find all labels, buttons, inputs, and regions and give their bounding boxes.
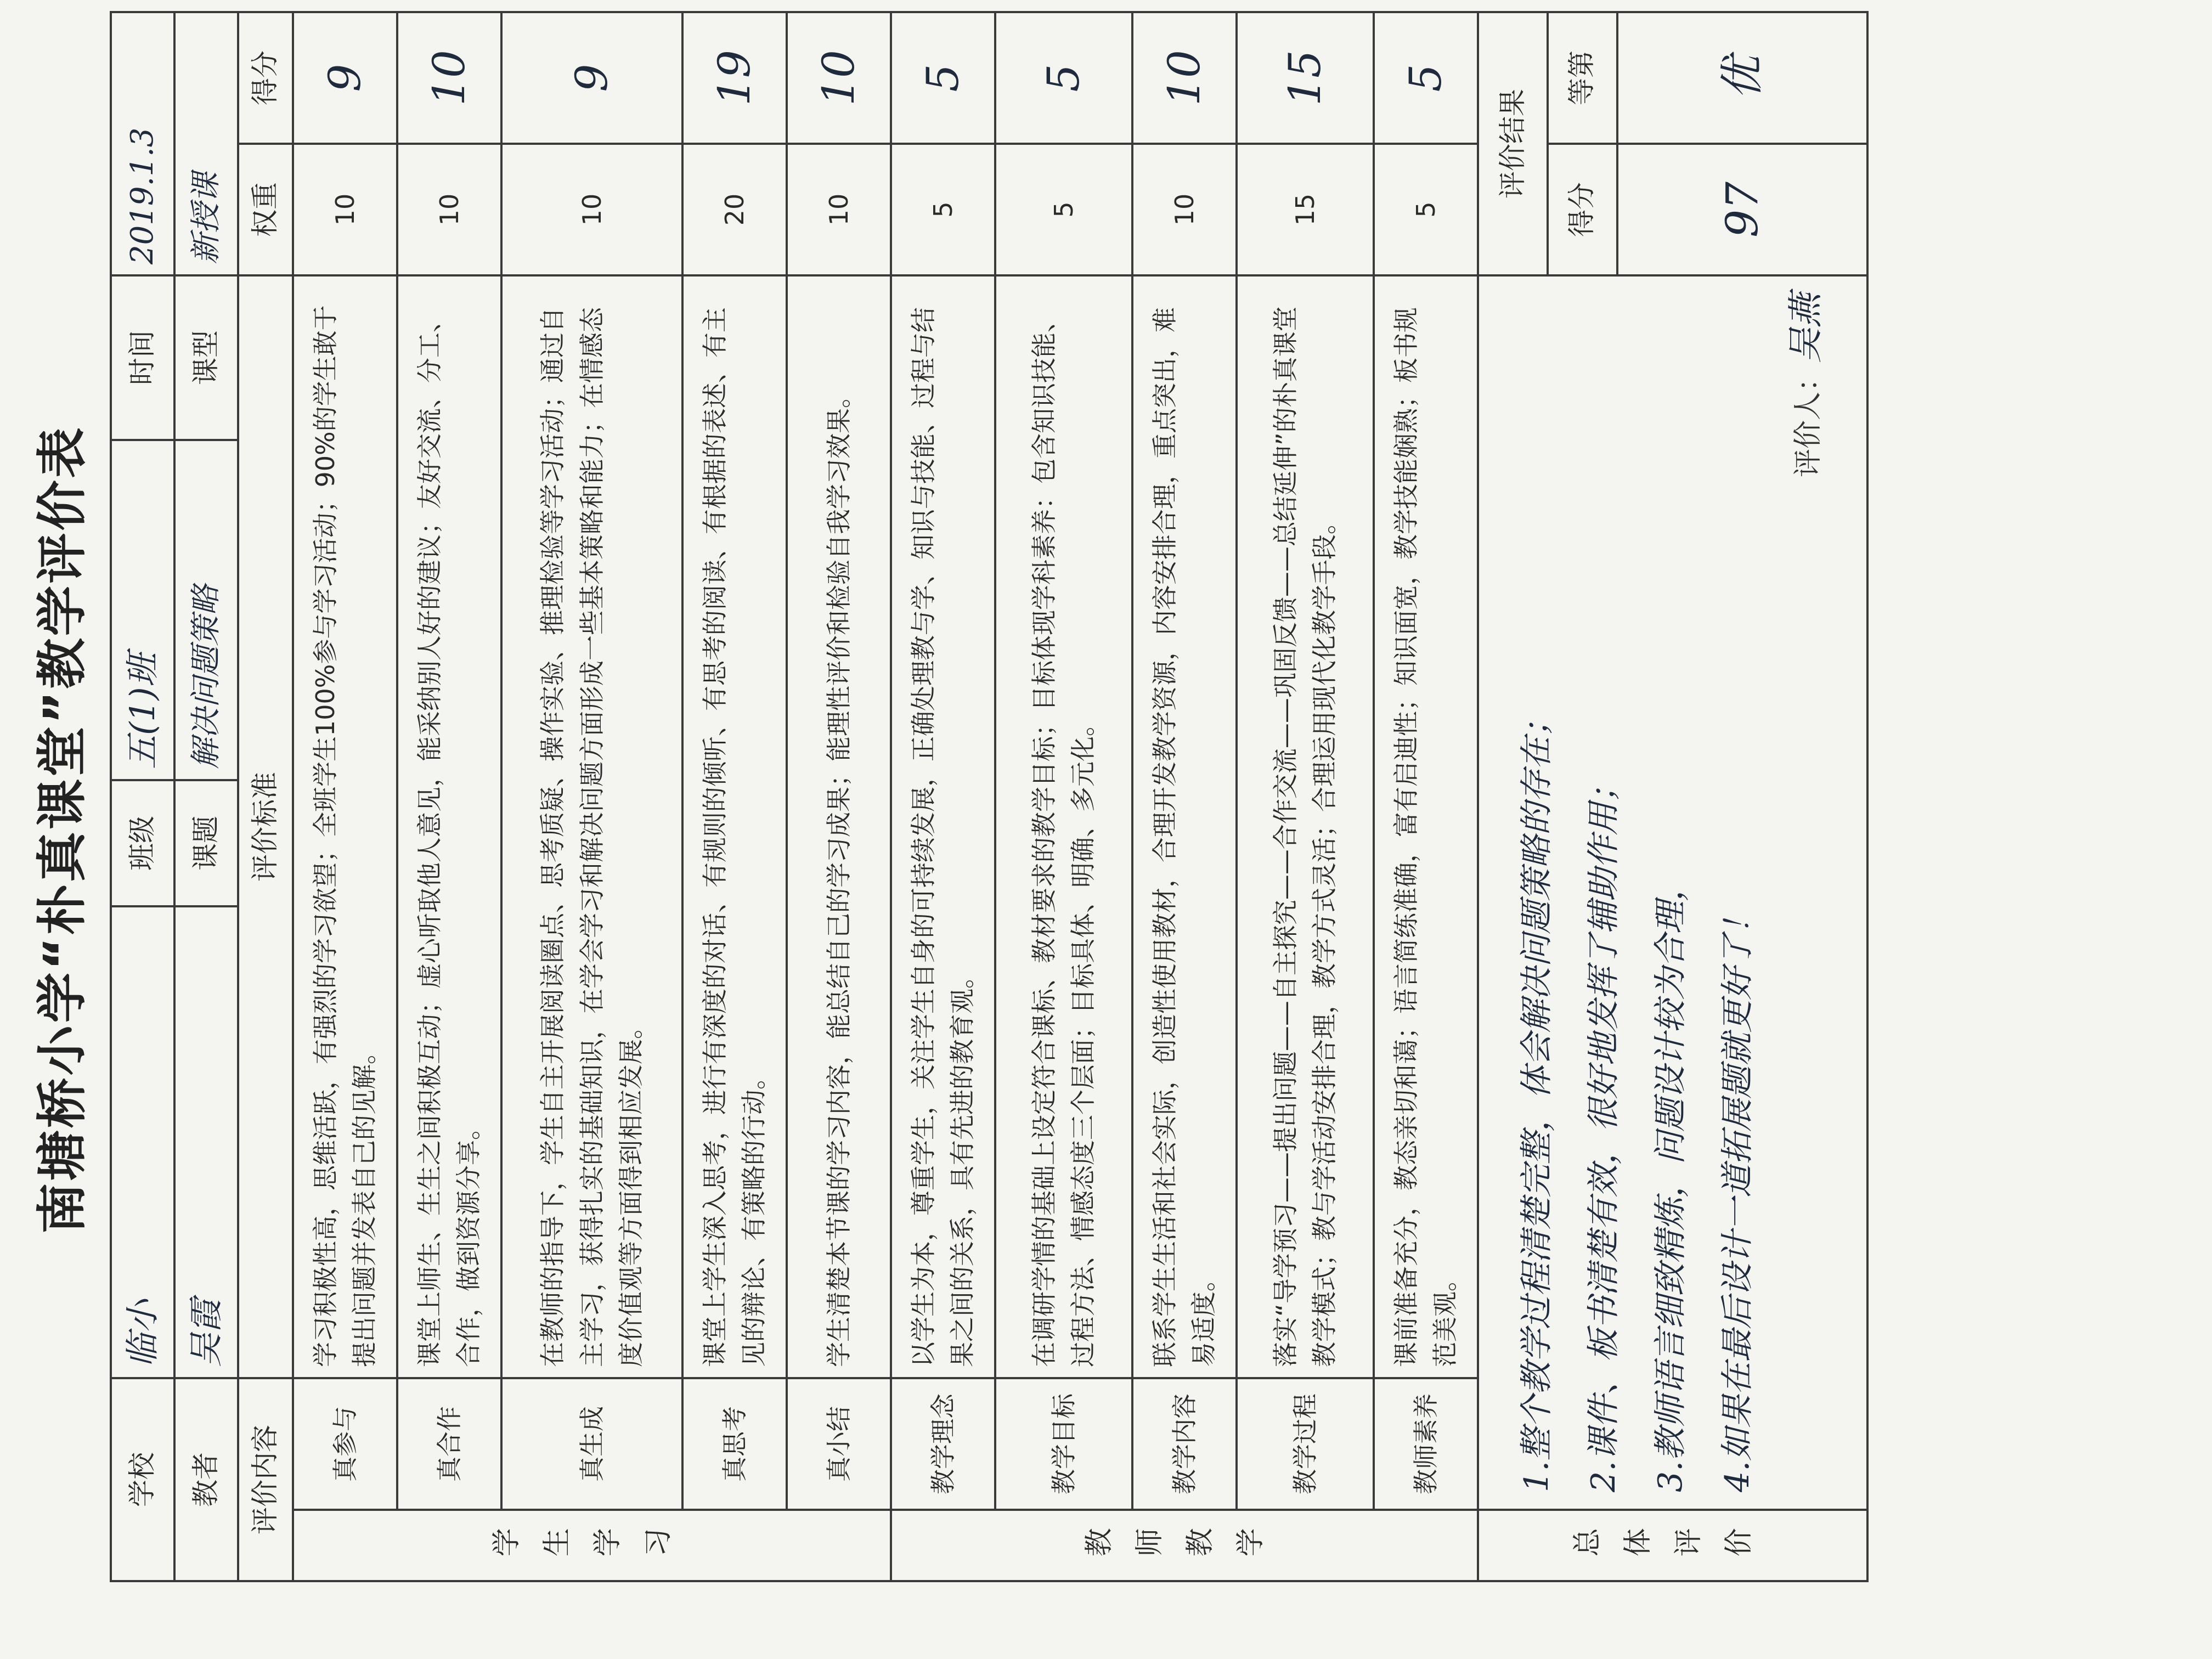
type-label: 课型 [174,275,238,440]
row-name: 真生成 [501,1378,682,1510]
header-row-1 [111,12,174,1581]
table-row [891,12,995,1581]
evaluation-table [110,11,1869,1582]
remark-line: 2.课件、板书清楚有效，很好地发挥了辅助作用； [1584,769,1623,1492]
row-weight: 5 [891,144,995,275]
table-row [787,12,891,1581]
row-weight: 20 [682,144,787,275]
table-row [1374,12,1478,1581]
row-standard: 在调研学情的基础上设定符合课标、教材要求的教学目标；目标体现学科素养：包含知识技能、过程方法、情感态度三个层面；目标具体、明确、多元化。 [995,275,1132,1378]
row-standard: 课堂上师生、生生之间积极互动；虚心听取他人意见，能采纳别人好的建议；友好交流、分工、合作，做到资源分享。 [397,275,501,1378]
result-score-value: 97 [1617,144,1867,275]
evaluator-line [1773,293,1840,1492]
row-score: 5 [891,12,995,144]
table-row [293,12,397,1581]
row-name: 教学理念 [891,1378,995,1510]
time-label: 时间 [111,275,174,440]
row-standard: 课前准备充分，教态亲切和蔼；语言简练准确，富有启迪性；知识面宽，教学技能娴熟；板书规范美观。 [1374,275,1478,1378]
class-value: 五(1)班 [111,440,174,780]
row-score: 15 [1237,12,1374,144]
table-row [1237,12,1374,1581]
table-row [1132,12,1237,1581]
row-name: 真合作 [397,1378,501,1510]
row-score: 5 [1374,12,1478,144]
group-teacher-label: 教师教学 [891,1510,1478,1581]
result-label: 评价结果 [1478,12,1548,275]
group-student-label: 学生学习 [293,1510,891,1581]
row-standard: 学生清楚本节课的学习内容，能总结自己的学习成果；能理性评价和检验自我学习效果。 [787,275,891,1378]
row-standard: 在教师的指导下，学生自主开展阅读圈点、思考质疑、操作实验、推理检验等学习活动；通过自主学习，获得扎实的基础知识，在学会学习和解决问题方面形成一些基本策略和能力；在情感态度价值观等方面得到相应发展。 [501,275,682,1378]
result-grade-value: 优 [1617,12,1867,144]
school-label: 学校 [111,1378,174,1581]
remark-line: 4.如果在最后设计一道拓展题就更好了！ [1718,901,1757,1492]
header-row-2 [174,12,238,1581]
row-name: 真思考 [682,1378,787,1510]
row-weight: 10 [293,144,397,275]
group-overall-label: 总体评价 [1478,1510,1867,1581]
row-standard: 联系学生生活和社会实际，创造性使用教材，合理开发教学资源，内容安排合理，重点突出，难易适度。 [1132,275,1237,1378]
time-value: 2019.1.3 [111,12,174,275]
content-column-header: 评价内容 [238,1378,293,1581]
row-name: 教学目标 [995,1378,1132,1510]
row-weight: 5 [1374,144,1478,275]
remark-line: 1.整个教学过程清楚完整，体会解决问题策略的存在； [1517,703,1556,1492]
topic-label: 课题 [174,780,238,906]
row-standard: 课堂上学生深入思考，进行有深度的对话、有规则的倾听、有思考的阅读、有根据的表述、有主见的辩论、有策略的行动。 [682,275,787,1378]
row-score: 5 [995,12,1132,144]
remark-line: 3.教师语言细致精炼，问题设计较为合理， [1651,868,1690,1492]
row-weight: 15 [1237,144,1374,275]
row-weight: 10 [397,144,501,275]
table-row [682,12,787,1581]
row-weight: 10 [1132,144,1237,275]
form-title: 南塘桥小学“朴真课堂”教学评价表 [33,425,92,1234]
row-name: 教学过程 [1237,1378,1374,1510]
type-value: 新授课 [174,12,238,275]
school-value: 临小 [111,906,174,1378]
row-score: 9 [293,12,397,144]
score-column-header: 得分 [238,12,293,144]
overall-row-1 [1478,12,1548,1581]
topic-value: 解决问题策略 [174,440,238,780]
result-grade-label: 等第 [1548,12,1617,144]
evaluator-signature: 吴燕 [1786,292,1827,363]
row-weight: 10 [501,144,682,275]
row-score: 10 [1132,12,1237,144]
teacher-value: 吴霞 [174,906,238,1378]
row-name: 真小结 [787,1378,891,1510]
row-standard: 落实“导学预习——提出问题——自主探究——合作交流——巩固反馈——总结延伸”的朴真课堂教学模式；教与学活动安排合理，教学方式灵活；合理运用现代化教学手段。 [1237,275,1374,1378]
overall-remarks [1478,275,1867,1510]
row-name: 真参与 [293,1378,397,1510]
row-weight: 10 [787,144,891,275]
row-standard: 以学生为本，尊重学生，关注学生自身的可持续发展，正确处理教与学、知识与技能、过程与结果之间的关系，具有先进的教育观。 [891,275,995,1378]
row-score: 9 [501,12,682,144]
table-row [501,12,682,1581]
row-score: 19 [682,12,787,144]
column-header-row [238,12,293,1581]
row-weight: 5 [995,144,1132,275]
table-row [397,12,501,1581]
class-label: 班级 [111,780,174,906]
evaluator-label: 评价人： [1792,363,1825,477]
weight-column-header: 权重 [238,144,293,275]
row-standard: 学习积极性高，思维活跃，有强烈的学习欲望；全班学生100%参与学习活动；90%的学生敢于提出问题并发表自己的见解。 [293,275,397,1378]
row-name: 教学内容 [1132,1378,1237,1510]
result-score-label: 得分 [1548,144,1617,275]
row-name: 教师素养 [1374,1378,1478,1510]
row-score: 10 [397,12,501,144]
row-score: 10 [787,12,891,144]
standard-column-header: 评价标准 [238,275,293,1378]
teacher-label: 教者 [174,1378,238,1581]
table-row [995,12,1132,1581]
